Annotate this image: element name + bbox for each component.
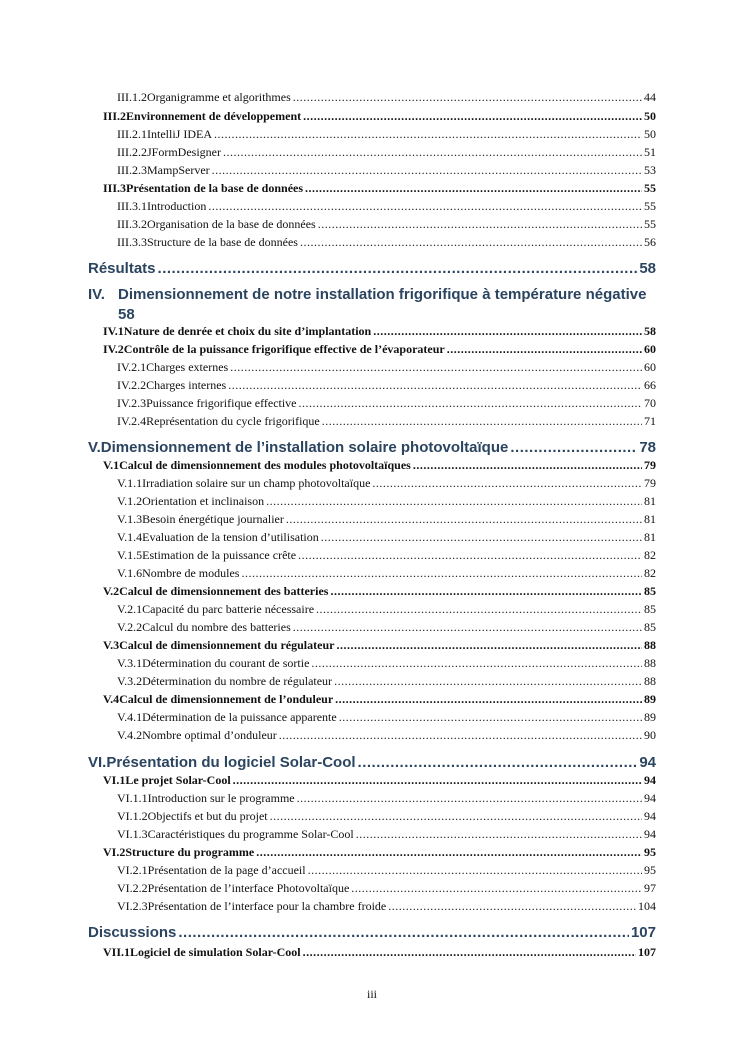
toc-leader xyxy=(321,528,642,546)
toc-entry[interactable] xyxy=(0,789,744,807)
toc-entry[interactable] xyxy=(0,879,744,897)
toc-entry[interactable] xyxy=(0,771,744,789)
toc-number: III.2 xyxy=(103,109,127,123)
toc-title: IntelliJ IDEA xyxy=(147,127,212,141)
toc-title: Calcul de dimensionnement des batteries xyxy=(119,584,329,598)
toc-number: V.2.1 xyxy=(117,602,143,616)
toc-title: Représentation du cycle frigorifique xyxy=(146,414,320,428)
toc-page-number: 56 xyxy=(644,235,656,249)
toc-number: III.3.1 xyxy=(117,199,147,213)
toc-page-number: 94 xyxy=(644,809,656,823)
toc-leader xyxy=(293,88,642,106)
toc-number: IV.2.4 xyxy=(117,414,147,428)
toc-page-number: 90 xyxy=(644,728,656,742)
toc-chapter[interactable] xyxy=(0,259,744,279)
toc-number: III.3 xyxy=(103,181,127,195)
toc-number: V. xyxy=(88,439,101,456)
toc-number: V.1.6 xyxy=(117,566,143,580)
toc-number: VI.1.3 xyxy=(117,827,148,841)
toc-title: Calcul de dimensionnement des modules photovoltaïques xyxy=(119,458,411,472)
toc-entry[interactable] xyxy=(0,358,744,376)
toc-entry[interactable] xyxy=(0,233,744,251)
toc-page-number: 88 xyxy=(644,656,656,670)
toc-title: Capacité du parc batterie nécessaire xyxy=(142,602,315,616)
toc-page-number: 60 xyxy=(644,342,656,356)
toc-leader xyxy=(228,376,642,394)
page-footer-number: iii xyxy=(366,987,377,1001)
toc-page-number: 81 xyxy=(644,530,656,544)
toc-title: Introduction xyxy=(147,199,207,213)
toc-page-number: 81 xyxy=(644,512,656,526)
toc-page-number: 58 xyxy=(644,324,656,338)
toc-entry[interactable] xyxy=(0,943,744,961)
toc-chapter[interactable] xyxy=(88,285,658,325)
toc-page-number: 78 xyxy=(639,439,656,456)
toc-title: MampServer xyxy=(147,163,210,177)
toc-page-number: 58 xyxy=(118,306,135,323)
toc-entry[interactable] xyxy=(0,672,744,690)
toc-title: Environnement de développement xyxy=(126,109,302,123)
toc-leader xyxy=(316,600,642,618)
toc-title: Présentation de l’interface Photovoltaïque xyxy=(147,881,350,895)
toc-page-number: 70 xyxy=(644,396,656,410)
toc-leader xyxy=(510,438,637,458)
toc-title: Nombre optimal d’onduleur xyxy=(142,728,277,742)
toc-number: III.1.2 xyxy=(117,90,147,104)
toc-number: V.2.2 xyxy=(117,620,143,634)
toc-entry[interactable] xyxy=(0,618,744,636)
toc-chapter[interactable] xyxy=(0,438,744,458)
toc-page-number: 82 xyxy=(644,566,656,580)
toc-title: Résultats xyxy=(88,260,156,277)
toc-entry[interactable] xyxy=(0,322,744,340)
toc-leader xyxy=(388,897,636,915)
toc-page-number: 88 xyxy=(644,674,656,688)
toc-page-number: 95 xyxy=(644,845,656,859)
toc-leader xyxy=(286,510,642,528)
toc-entry[interactable] xyxy=(0,546,744,564)
toc-page-number: 50 xyxy=(644,127,656,141)
toc-entry[interactable] xyxy=(0,492,744,510)
toc-title: Organigramme et algorithmes xyxy=(147,90,291,104)
toc-number: IV. xyxy=(88,286,105,303)
toc-leader xyxy=(293,618,642,636)
toc-number: III.2.2 xyxy=(117,145,147,159)
toc-title: Charges internes xyxy=(146,378,227,392)
toc-number: IV.1 xyxy=(103,324,124,338)
toc-leader xyxy=(336,636,642,654)
toc-leader xyxy=(230,358,642,376)
toc-title: Organisation de la base de données xyxy=(147,217,316,231)
toc-title: Objectifs et but du projet xyxy=(147,809,268,823)
toc-number: V.4.2 xyxy=(117,728,143,742)
toc-title: Présentation de l’interface pour la chambre froide xyxy=(147,899,387,913)
toc-entry[interactable] xyxy=(0,582,744,600)
toc-entry[interactable] xyxy=(0,600,744,618)
toc-number: V.1.2 xyxy=(117,494,143,508)
toc-number: III.3.2 xyxy=(117,217,147,231)
toc-leader xyxy=(266,492,642,510)
toc-entry[interactable] xyxy=(0,690,744,708)
toc-leader xyxy=(298,546,642,564)
toc-number: VII.1 xyxy=(103,945,131,959)
toc-number: V.1.5 xyxy=(117,548,143,562)
toc-entry[interactable] xyxy=(0,897,744,915)
toc-leader xyxy=(305,179,642,197)
toc-title: JFormDesigner xyxy=(147,145,221,159)
toc-number: V.3 xyxy=(103,638,120,652)
toc-leader xyxy=(178,923,629,943)
toc-number: VI.2.1 xyxy=(117,863,148,877)
toc-number: V.3.1 xyxy=(117,656,143,670)
toc-page-number: 71 xyxy=(644,414,656,428)
toc-page-number: 85 xyxy=(644,620,656,634)
toc-leader xyxy=(358,753,638,773)
toc-entry[interactable] xyxy=(0,861,744,879)
toc-page-number: 104 xyxy=(638,899,656,913)
toc-page-number: 94 xyxy=(644,791,656,805)
toc-title: Structure de la base de données xyxy=(147,235,298,249)
toc-page-number: 89 xyxy=(644,692,656,706)
toc-title: Charges externes xyxy=(146,360,229,374)
toc-page-number: 66 xyxy=(644,378,656,392)
toc-entry[interactable] xyxy=(0,340,744,358)
toc-leader xyxy=(308,861,642,879)
toc-page-number: 60 xyxy=(644,360,656,374)
toc-entry[interactable] xyxy=(0,107,744,125)
toc-leader xyxy=(447,340,642,358)
toc-leader xyxy=(300,233,642,251)
toc-number: VI.1 xyxy=(103,773,126,787)
toc-leader xyxy=(318,215,642,233)
toc-page-number: 55 xyxy=(644,199,656,213)
toc-leader xyxy=(311,654,642,672)
toc-number: III.2.3 xyxy=(117,163,147,177)
toc-number: IV.2.2 xyxy=(117,378,147,392)
toc-title: Besoin énergétique journalier xyxy=(142,512,284,526)
toc-leader xyxy=(158,259,638,279)
toc-number: VI.2.2 xyxy=(117,881,148,895)
toc-page-number: 94 xyxy=(639,754,656,771)
toc-title: Nature de denrée et choix du site d’implantation xyxy=(123,324,372,338)
toc-title: Présentation du logiciel Solar-Cool xyxy=(106,754,356,771)
toc-leader xyxy=(413,456,642,474)
toc-number: VI.1.1 xyxy=(117,791,148,805)
toc-number: III.3.3 xyxy=(117,235,147,249)
toc-leader xyxy=(256,843,642,861)
toc-number: V.1 xyxy=(103,458,120,472)
toc-number: V.4 xyxy=(103,692,120,706)
toc-number: VI. xyxy=(88,754,107,771)
toc-entry[interactable] xyxy=(0,654,744,672)
toc-title: Présentation de la base de données xyxy=(126,181,304,195)
toc-title: Discussions xyxy=(88,924,177,941)
toc-title: Détermination du courant de sortie xyxy=(142,656,310,670)
toc-number: VI.1.2 xyxy=(117,809,148,823)
toc-leader xyxy=(299,394,642,412)
toc-title: Détermination du nombre de régulateur xyxy=(142,674,333,688)
toc-entry[interactable] xyxy=(0,636,744,654)
toc-page-number: 53 xyxy=(644,163,656,177)
toc-number: VI.2 xyxy=(103,845,126,859)
toc-leader xyxy=(372,474,642,492)
toc-leader xyxy=(208,197,642,215)
toc-entry[interactable] xyxy=(0,197,744,215)
toc-number: IV.2.1 xyxy=(117,360,147,374)
toc-entry[interactable] xyxy=(0,708,744,726)
toc-title: Détermination de la puissance apparente xyxy=(142,710,337,724)
toc-title: Orientation et inclinaison xyxy=(142,494,265,508)
toc-title: Structure du programme xyxy=(125,845,255,859)
toc-entry[interactable] xyxy=(0,528,744,546)
toc-page-number: 88 xyxy=(644,638,656,652)
toc-title: Calcul de dimensionnement du régulateur xyxy=(119,638,335,652)
toc-entry[interactable] xyxy=(0,456,744,474)
toc-page-number: 50 xyxy=(644,109,656,123)
toc-entry[interactable] xyxy=(0,143,744,161)
toc-title: Le projet Solar-Cool xyxy=(125,773,231,787)
toc-number: IV.2 xyxy=(103,342,124,356)
toc-leader xyxy=(212,161,642,179)
toc-page-number: 82 xyxy=(644,548,656,562)
toc-entry[interactable] xyxy=(0,161,744,179)
toc-title: Puissance frigorifique effective xyxy=(146,396,297,410)
toc-leader xyxy=(214,125,642,143)
toc-page-number: 107 xyxy=(638,945,656,959)
toc-leader xyxy=(330,582,642,600)
toc-entry[interactable] xyxy=(0,474,744,492)
toc-page-number: 55 xyxy=(644,181,656,195)
toc-entry[interactable] xyxy=(0,125,744,143)
toc-number: V.1.1 xyxy=(117,476,143,490)
toc-leader xyxy=(233,771,642,789)
toc-leader xyxy=(303,943,636,961)
toc-page-number: 94 xyxy=(644,827,656,841)
toc-leader xyxy=(351,879,642,897)
toc-page-number: 51 xyxy=(644,145,656,159)
toc-entry[interactable] xyxy=(0,726,744,744)
toc-title: Estimation de la puissance crête xyxy=(142,548,297,562)
toc-page-number: 81 xyxy=(644,494,656,508)
toc-leader xyxy=(303,107,642,125)
toc-number: V.2 xyxy=(103,584,120,598)
toc-entry[interactable] xyxy=(0,376,744,394)
toc-leader xyxy=(297,789,642,807)
toc-leader xyxy=(223,143,642,161)
toc-page-number: 79 xyxy=(644,476,656,490)
toc-entry[interactable] xyxy=(0,394,744,412)
toc-title: Caractéristiques du programme Solar-Cool xyxy=(147,827,354,841)
toc-page-number: 79 xyxy=(644,458,656,472)
toc-leader xyxy=(356,825,642,843)
toc-number: VI.2.3 xyxy=(117,899,148,913)
toc-title: Nombre de modules xyxy=(142,566,240,580)
toc-leader xyxy=(322,412,642,430)
toc-entry[interactable] xyxy=(0,843,744,861)
toc-entry[interactable] xyxy=(0,412,744,430)
toc-title: Contrôle de la puissance frigorifique effective de l’évaporateur xyxy=(123,342,445,356)
toc-page-number: 89 xyxy=(644,710,656,724)
toc-number: V.1.3 xyxy=(117,512,143,526)
toc-number: IV.2.3 xyxy=(117,396,147,410)
toc-number: V.3.2 xyxy=(117,674,143,688)
toc-entry[interactable] xyxy=(0,88,744,106)
toc-number: V.4.1 xyxy=(117,710,143,724)
toc-page-number: 107 xyxy=(630,924,656,941)
toc-leader xyxy=(241,564,642,582)
toc-page-number: 44 xyxy=(644,90,656,104)
toc-leader xyxy=(279,726,642,744)
toc-entry[interactable] xyxy=(0,510,744,528)
toc-leader xyxy=(270,807,642,825)
toc-leader xyxy=(335,690,642,708)
toc-page-number: 94 xyxy=(644,773,656,787)
toc-chapter[interactable] xyxy=(0,753,744,773)
toc-page-number: 95 xyxy=(644,863,656,877)
toc-title: Présentation de la page d’accueil xyxy=(147,863,306,877)
toc-entry[interactable] xyxy=(0,825,744,843)
toc-page-number: 85 xyxy=(644,602,656,616)
toc-entry[interactable] xyxy=(0,179,744,197)
toc-title: Introduction sur le programme xyxy=(147,791,295,805)
toc-leader xyxy=(334,672,642,690)
toc-chapter[interactable] xyxy=(0,923,744,943)
toc-title: Evaluation de la tension d’utilisation xyxy=(142,530,319,544)
toc-title: Calcul du nombre des batteries xyxy=(142,620,291,634)
toc-number: III.2.1 xyxy=(117,127,147,141)
toc-entry[interactable] xyxy=(0,215,744,233)
toc-title: Irradiation solaire sur un champ photovoltaïque xyxy=(142,476,371,490)
toc-title: Logiciel de simulation Solar-Cool xyxy=(130,945,301,959)
toc-title: Calcul de dimensionnement de l’onduleur xyxy=(119,692,334,706)
toc-leader xyxy=(373,322,642,340)
toc-number: V.1.4 xyxy=(117,530,143,544)
toc-page-number: 55 xyxy=(644,217,656,231)
toc-title: Dimensionnement de notre installation frigorifique à température négative xyxy=(118,286,647,303)
toc-title: Dimensionnement de l’installation solaire photovoltaïque xyxy=(100,439,509,456)
toc-page-number: 58 xyxy=(639,260,656,277)
toc-entry[interactable] xyxy=(0,564,744,582)
toc-leader xyxy=(339,708,642,726)
toc-entry[interactable] xyxy=(0,807,744,825)
toc-page-number: 97 xyxy=(644,881,656,895)
toc-page-number: 85 xyxy=(644,584,656,598)
